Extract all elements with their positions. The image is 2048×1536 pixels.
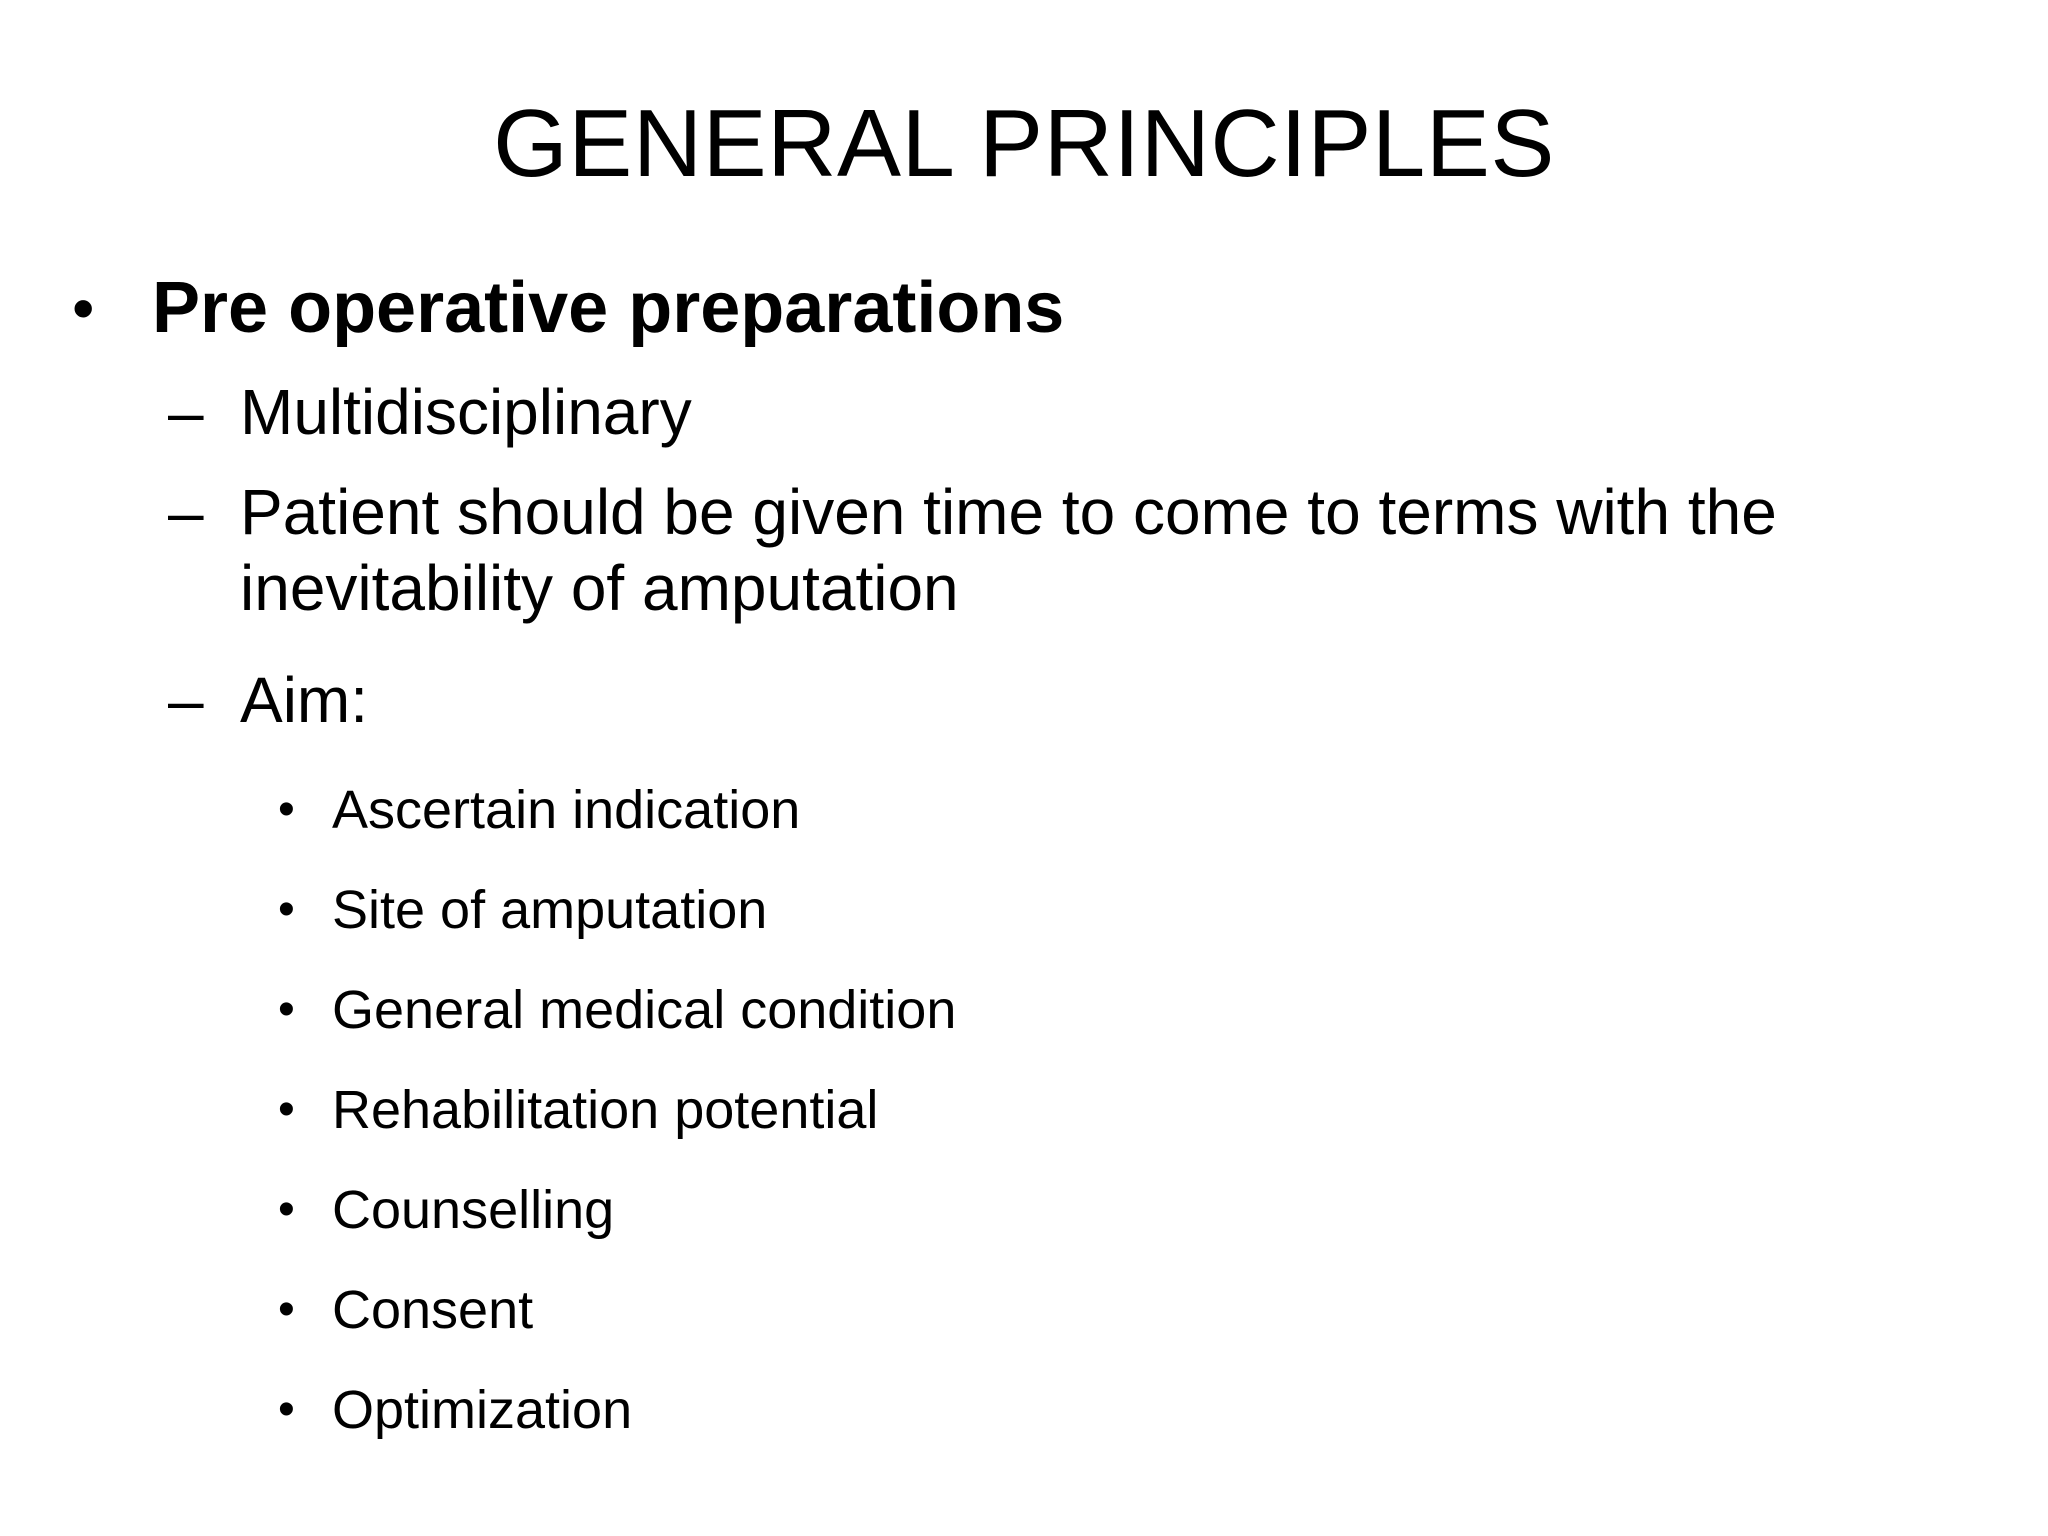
bullet-icon: • (278, 983, 295, 1036)
aim-item-text: Counselling (332, 1180, 615, 1240)
dash-icon: – (168, 476, 204, 548)
bullet-pre-operative (72, 268, 1972, 348)
dash-icon: – (168, 664, 204, 736)
subpoint-multidisciplinary (168, 374, 1968, 450)
aim-item (278, 1378, 1778, 1442)
subpoint-text: Multidisciplinary (240, 376, 692, 448)
aim-item (278, 1278, 1778, 1342)
aim-item (278, 1178, 1778, 1242)
bullet-icon: • (72, 272, 95, 344)
bullet-icon: • (278, 1383, 295, 1436)
aim-item (278, 878, 1778, 942)
aim-item-text: Consent (332, 1280, 534, 1340)
aim-item (278, 778, 1778, 842)
section-heading: Pre operative preparations (152, 268, 1065, 348)
aim-item-text: General medical condition (332, 980, 957, 1040)
slide-title: GENERAL PRINCIPLES (493, 90, 1555, 197)
subpoint-aim (168, 662, 1968, 738)
bullet-icon: • (278, 1083, 295, 1136)
aim-item (278, 1078, 1778, 1142)
bullet-icon: • (278, 1283, 295, 1336)
bullet-icon: • (278, 883, 295, 936)
aim-item-text: Site of amputation (332, 880, 768, 940)
aim-item-text: Optimization (332, 1380, 633, 1440)
aim-item-text: Rehabilitation potential (332, 1080, 879, 1140)
subpoint-patient-time (168, 474, 1968, 626)
aim-item (278, 978, 1778, 1042)
subpoint-text: Aim: (240, 664, 368, 736)
aim-item-text: Ascertain indication (332, 780, 801, 840)
subpoint-text: Patient should be given time to come to terms with the inevitability of amputation (240, 476, 1777, 624)
dash-icon: – (168, 376, 204, 448)
bullet-icon: • (278, 1183, 295, 1236)
bullet-icon: • (278, 783, 295, 836)
